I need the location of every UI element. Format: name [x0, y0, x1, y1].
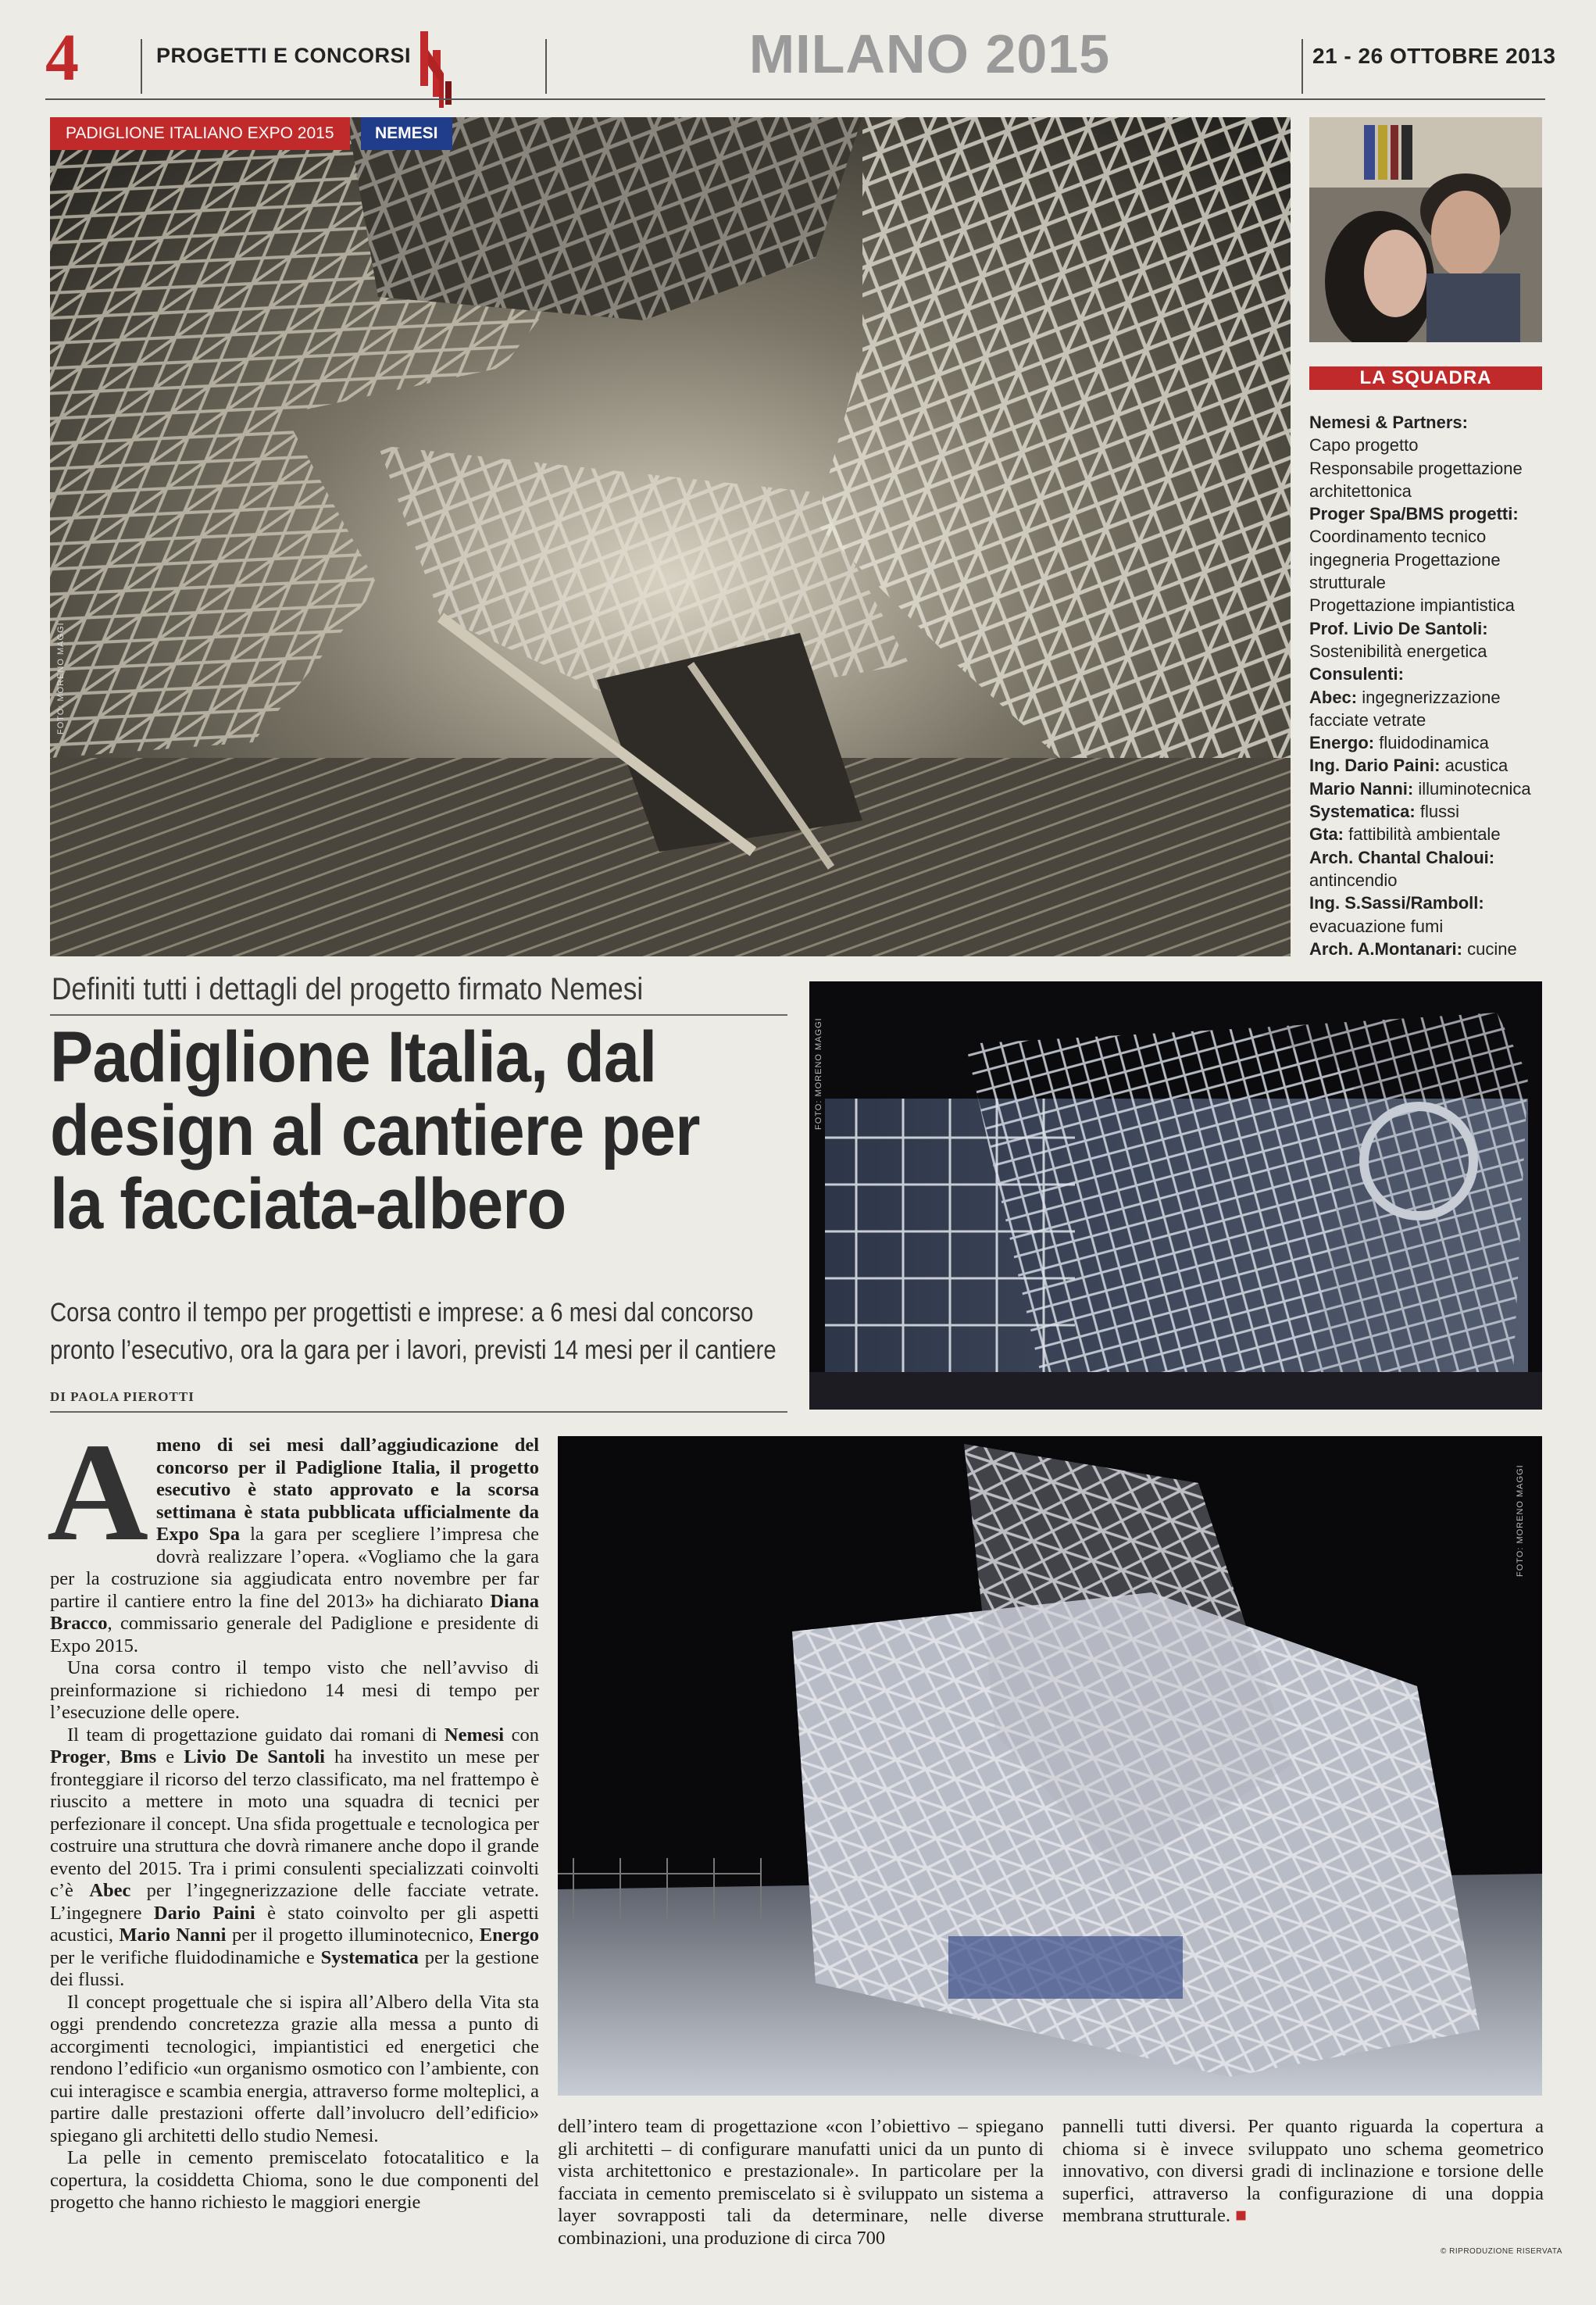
- photo-credit: FOTO: MORENO MAGGI: [56, 622, 66, 734]
- paragraph: pannelli tutti diversi. Per quanto riguarda la copertura a chioma si è invece sviluppato uno schema geometrico innovativo, con diversi gradi di inclinazione e torsione delle superfici, attraverso la configurazione di una doppia membrana strutturale. ■: [1062, 2116, 1544, 2226]
- credit-line: evacuazione fumi: [1309, 916, 1444, 936]
- project-tag: PADIGLIONE ITALIANO EXPO 2015: [50, 117, 350, 150]
- credit-line: facciate vetrate: [1309, 709, 1426, 730]
- team-portrait-photo: [1309, 117, 1542, 342]
- credit-line: Gta: fattibilità ambientale: [1309, 824, 1501, 845]
- article-byline: DI PAOLA PIEROTTI: [50, 1389, 195, 1404]
- copyright-notice: © RIPRODUZIONE RISERVATA: [1441, 2247, 1562, 2256]
- credit-line: Prof. Livio De Santoli:: [1309, 618, 1488, 638]
- pavilion-model-exterior-photo: [558, 1436, 1542, 2096]
- photo-credit: FOTO: MORENO MAGGI: [814, 1017, 823, 1130]
- credit-line: Coordinamento tecnico: [1309, 527, 1487, 547]
- credit-line: Progettazione impiantistica: [1309, 595, 1515, 616]
- team-section-label: LA SQUADRA: [1309, 366, 1542, 390]
- header-divider: [1301, 39, 1303, 94]
- credit-line: Systematica: flussi: [1309, 802, 1459, 822]
- credit-line: strutturale: [1309, 573, 1386, 593]
- paragraph: Il team di progettazione guidato dai romani di Nemesi con Proger, Bms e Livio De Santoli ha investito un mese per fronteggiare il ricorso del terzo classificato, ma nel frattempo è riuscito a mettere in moto una squadra di tecnici per perfezionare il concept. Una sfida progettuale e tecnologica per costruire una struttura che dovrà rimanere anche dopo il grande evento del 2015. Tra i primi consulenti specializzati coinvolti c’è Abec per l’ingegnerizzazione delle facciate vetrate. L’ingegnere Dario Paini è stato coinvolto per gli aspetti acustici, Mario Nanni per il progetto illuminotecnico, Energo per le verifiche fluidodinamiche e Systematica per la gestione dei flussi.: [50, 1724, 540, 1990]
- header-rule: [45, 98, 1545, 100]
- byline-rule: [50, 1411, 787, 1413]
- credit-line: Abec: ingegnerizzazione: [1309, 687, 1501, 707]
- credit-line: architettonica: [1309, 481, 1412, 501]
- paragraph: dell’intero team di progettazione «con l’obiettivo – spiegano gli architetti – di configurare manufatti unici da un punto di vista architettonico e prestazionale». In particolare per la facciata in cemento premiscelato si è sviluppato un sistema a layer sovrapposti tali da determinare, nelle diverse combinazioni, una produzione di circa 700: [558, 2116, 1044, 2249]
- page-number: 4: [45, 20, 79, 95]
- photo-credit: FOTO: MORENO MAGGI: [1516, 1464, 1525, 1577]
- article-deck: Corsa contro il tempo per progettisti e imprese: a 6 mesi dal concorso pronto l’esecutivo, ora la gara per i lavori, previsti 14 mesi per il cantiere: [50, 1298, 777, 1365]
- pavilion-model-section-photo: [809, 981, 1542, 1410]
- credit-line: Mario Nanni: illuminotecnica: [1309, 778, 1531, 799]
- credit-line: Responsabile progettazione: [1309, 458, 1523, 478]
- credit-line: Capo progetto: [1309, 435, 1419, 456]
- credit-line: Ing. Dario Paini: acustica: [1309, 756, 1509, 776]
- header-divider: [141, 39, 142, 94]
- header-divider: [545, 39, 547, 94]
- credit-line: antincendio: [1309, 870, 1398, 890]
- credit-line: Arch. Chantal Chaloui:: [1309, 847, 1495, 867]
- team-credits-list: [1309, 411, 1551, 960]
- paragraph: La pelle in cemento premiscelato fotocatalitico e la copertura, la cosiddetta Chioma, sono le due componenti del progetto che hanno richiesto le maggiori energie: [50, 2147, 539, 2213]
- article-column-3: [1062, 2116, 1544, 2228]
- paragraph: Una corsa contro il tempo visto che nell’avviso di preinformazione si richiedono 14 mesi di tempo per l’esecuzione delle opere.: [50, 1657, 539, 1723]
- credit-line: Sostenibilità energetica: [1309, 641, 1487, 661]
- article-kicker: Definiti tutti i dettagli del progetto firmato Nemesi: [52, 972, 644, 1006]
- article-column-2: [558, 2116, 1044, 2250]
- pavilion-interior-photo: [50, 117, 1291, 956]
- paragraph: Ameno di sei mesi dall’aggiudicazione del concorso per il Padiglione Italia, il progetto esecutivo è stato approvato e la scorsa settimana è stata pubblicata ufficialmente da Expo Spa la gara per scegliere l’impresa che dovrà realizzare l’opera. «Vogliamo che la gara per la costruzione sia aggiudicata entro novembre per far partire il cantiere entro la fine del 2013» ha dichiarato Diana Bracco, commissario generale del Padiglione e presidente di Expo 2015.: [47, 1414, 539, 1656]
- kicker-rule: [50, 1014, 787, 1016]
- credit-line: Proger Spa/BMS progetti:: [1309, 504, 1519, 524]
- article-column-1: [47, 1414, 540, 2214]
- credit-line: Ing. S.Sassi/Ramboll:: [1309, 893, 1484, 913]
- credit-line: Energo: fluidodinamica: [1309, 733, 1489, 753]
- drop-cap: A: [47, 1414, 148, 1570]
- section-title: PROGETTI E CONCORSI: [156, 44, 412, 67]
- issue-date: 21 - 26 OTTOBRE 2013: [1312, 44, 1556, 68]
- credit-line: Arch. A.Montanari: cucine: [1309, 938, 1517, 959]
- credit-line: Nemesi & Partners:: [1309, 413, 1468, 432]
- firm-tag: NEMESI: [361, 117, 452, 150]
- end-mark: ■: [1235, 2205, 1247, 2226]
- credit-line: ingegneria Progettazione: [1309, 549, 1501, 570]
- paragraph: Il concept progettuale che si ispira all’Albero della Vita sta oggi prendendo concretezza grazie alla messa a punto di accorgimenti tecnologici, impiantistici ed energetici che rendono l’edificio «un organismo osmotico con l’ambiente, con cui interagisce e scambia energia, attraverso forme molteplici, a partire dalle prestazioni offerte dall’involucro dell’edificio» spiegano gli architetti dello studio Nemesi.: [50, 1991, 539, 2146]
- masthead: MILANO 2015: [748, 23, 1111, 84]
- credit-line: Consulenti:: [1309, 664, 1404, 684]
- article-headline: Padiglione Italia, dal design al cantiere per la facciata-albero: [50, 1017, 700, 1244]
